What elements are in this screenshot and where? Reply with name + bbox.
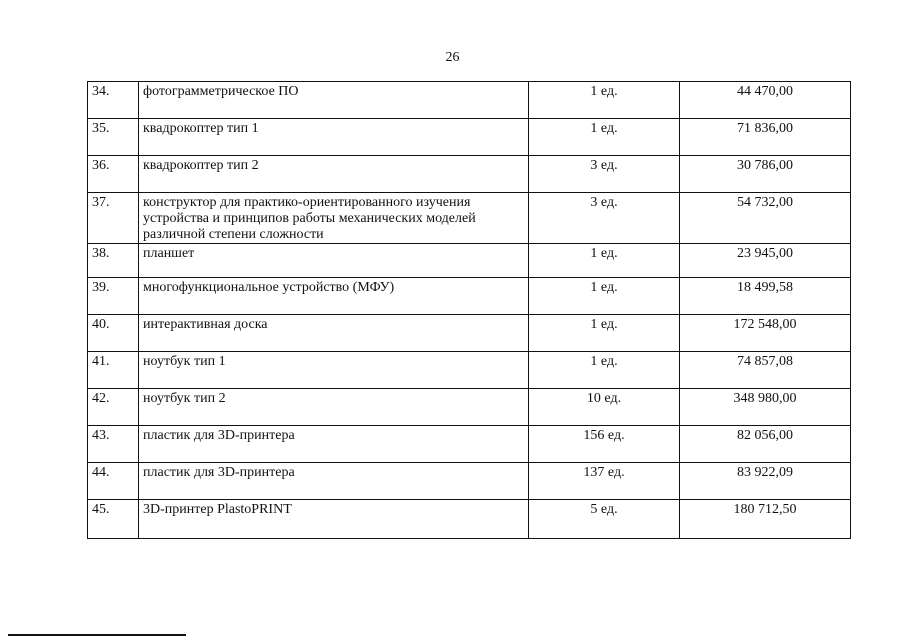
item-name: пластик для 3D-принтера xyxy=(139,426,529,463)
row-number: 35. xyxy=(88,119,139,156)
row-number: 45. xyxy=(88,500,139,539)
row-number: 43. xyxy=(88,426,139,463)
table-row xyxy=(88,315,851,352)
item-price: 18 499,58 xyxy=(680,278,851,315)
item-name: ноутбук тип 2 xyxy=(139,389,529,426)
item-quantity: 1 ед. xyxy=(529,119,680,156)
item-name: планшет xyxy=(139,244,529,278)
item-quantity: 1 ед. xyxy=(529,244,680,278)
table-row xyxy=(88,500,851,539)
item-price: 30 786,00 xyxy=(680,156,851,193)
table-row xyxy=(88,463,851,500)
item-quantity: 137 ед. xyxy=(529,463,680,500)
item-price: 180 712,50 xyxy=(680,500,851,539)
row-number: 37. xyxy=(88,193,139,244)
row-number: 36. xyxy=(88,156,139,193)
item-quantity: 10 ед. xyxy=(529,389,680,426)
equipment-table xyxy=(87,81,851,539)
table-row xyxy=(88,278,851,315)
table-row xyxy=(88,119,851,156)
row-number: 34. xyxy=(88,82,139,119)
table-row xyxy=(88,244,851,278)
item-name: квадрокоптер тип 2 xyxy=(139,156,529,193)
row-number: 44. xyxy=(88,463,139,500)
row-number: 41. xyxy=(88,352,139,389)
item-name: ноутбук тип 1 xyxy=(139,352,529,389)
table-row xyxy=(88,389,851,426)
row-number: 38. xyxy=(88,244,139,278)
item-price: 82 056,00 xyxy=(680,426,851,463)
item-quantity: 5 ед. xyxy=(529,500,680,539)
item-name: 3D-принтер PlastoPRINT xyxy=(139,500,529,539)
item-name: многофункциональное устройство (МФУ) xyxy=(139,278,529,315)
item-price: 23 945,00 xyxy=(680,244,851,278)
item-price: 44 470,00 xyxy=(680,82,851,119)
row-number: 42. xyxy=(88,389,139,426)
item-price: 348 980,00 xyxy=(680,389,851,426)
item-quantity: 156 ед. xyxy=(529,426,680,463)
item-price: 172 548,00 xyxy=(680,315,851,352)
item-quantity: 1 ед. xyxy=(529,315,680,352)
item-price: 83 922,09 xyxy=(680,463,851,500)
item-price: 71 836,00 xyxy=(680,119,851,156)
item-quantity: 1 ед. xyxy=(529,82,680,119)
item-quantity: 1 ед. xyxy=(529,352,680,389)
item-quantity: 1 ед. xyxy=(529,278,680,315)
row-number: 39. xyxy=(88,278,139,315)
footnote-divider xyxy=(8,634,186,636)
item-quantity: 3 ед. xyxy=(529,193,680,244)
item-price: 74 857,08 xyxy=(680,352,851,389)
item-name: пластик для 3D-принтера xyxy=(139,463,529,500)
item-name: квадрокоптер тип 1 xyxy=(139,119,529,156)
table-row xyxy=(88,82,851,119)
item-name: интерактивная доска xyxy=(139,315,529,352)
row-number: 40. xyxy=(88,315,139,352)
item-name: конструктор для практико-ориентированного изучения устройства и принципов работы механических моделей различной степени сложности xyxy=(139,193,529,244)
table-row xyxy=(88,426,851,463)
item-quantity: 3 ед. xyxy=(529,156,680,193)
page-number: 26 xyxy=(445,50,460,65)
table-row xyxy=(88,156,851,193)
item-name: фотограмметрическое ПО xyxy=(139,82,529,119)
item-price: 54 732,00 xyxy=(680,193,851,244)
table-row xyxy=(88,352,851,389)
table-row xyxy=(88,193,851,244)
